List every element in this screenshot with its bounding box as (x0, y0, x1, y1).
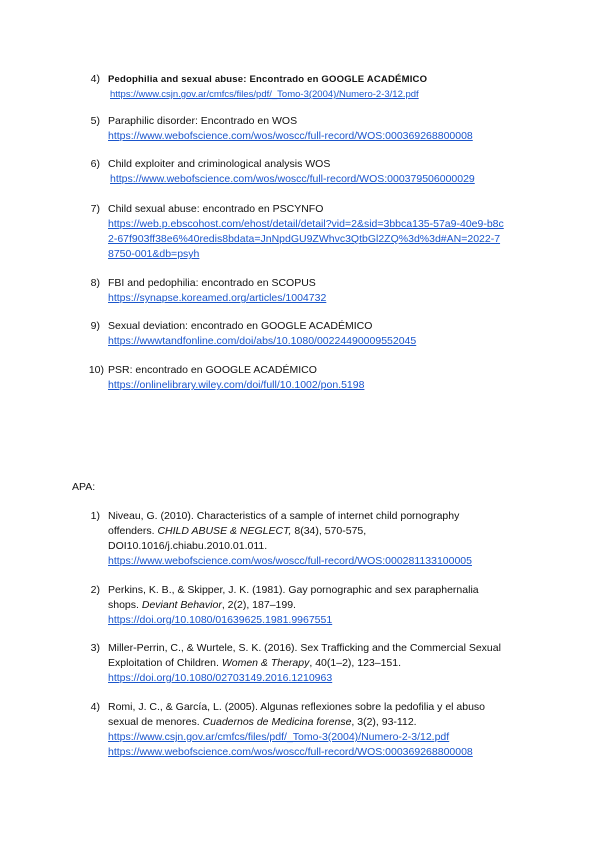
reference-text: sexual de menores. (108, 716, 203, 728)
reference-number: 1) (90, 510, 100, 522)
item-title: Sexual deviation: encontrado en GOOGLE ACADÉMICO (108, 320, 373, 332)
reference-citation-line (108, 656, 501, 671)
reference-link[interactable]: https://www.webofscience.com/wos/woscc/full-record/WOS:000369268800008 (108, 746, 473, 758)
item-url-link[interactable]: https://www.webofscience.com/wos/woscc/full-record/WOS:000379506000029 (110, 173, 475, 185)
item-number: 9) (90, 320, 100, 332)
item-url-link[interactable]: https://wwwtandfonline.com/doi/abs/10.1080/00224490009552045 (108, 335, 417, 347)
item-url-link[interactable]: https://synapse.koreamed.org/articles/1004732 (108, 292, 327, 304)
item-title: Child sexual abuse: encontrado en PSCYNFO (108, 203, 324, 215)
reference-link[interactable]: https://doi.org/10.1080/01639625.1981.9967551 (108, 614, 333, 626)
item-number: 10) (88, 364, 104, 376)
journal-title: Women & Therapy (221, 657, 310, 669)
reference-text: 8(34), 570-575, (291, 525, 367, 537)
reference-text: , 3(2), 93-112. (351, 716, 417, 728)
reference-link[interactable]: https://www.csjn.gov.ar/cmfcs/files/pdf/_Tomo-3(2004)/Numero-2-3/12.pdf (108, 731, 450, 743)
reference-text: Exploitation of Children. (108, 657, 222, 669)
item-url-link[interactable]: https://onlinelibrary.wiley.com/doi/full/10.1002/pon.5198 (108, 379, 365, 391)
reference-text: , 40(1–2), 123–151. (309, 657, 402, 669)
item-number: 8) (90, 277, 100, 289)
item-url-link[interactable]: https://web.p.ebscohost.com/ehost/detail/detail?vid=2&sid=3bbca135-57a9-40e9-b8c (108, 218, 504, 230)
reference-text: Perkins, K. B., & Skipper, J. K. (1981). Gay pornographic and sex paraphernalia (108, 584, 479, 596)
reference-text: Romi, J. C., & García, L. (2005). Algunas reflexiones sobre la pedofilia y el abuso (108, 701, 486, 713)
item-number: 5) (90, 115, 100, 127)
item-number: 7) (90, 203, 100, 215)
reference-citation-line (108, 598, 479, 613)
reference-number: 3) (90, 642, 100, 654)
item-number: 6) (90, 158, 100, 170)
item-url-link[interactable]: 8750-001&db=psyh (108, 248, 200, 260)
reference-text: Niveau, G. (2010). Characteristics of a sample of internet child pornography (108, 510, 460, 522)
item-title: FBI and pedophilia: encontrado en SCOPUS (108, 277, 316, 289)
reference-number: 2) (90, 584, 100, 596)
item-title: Pedophilia and sexual abuse: Encontrado en GOOGLE ACADÉMICO (108, 74, 428, 85)
item-url-link[interactable]: 2-67f903ff38e6%40redis8bdata=JnNpdGU9ZWhvc3QtbGl2ZQ%3d%3d#AN=2022-7 (108, 233, 501, 245)
reference-citation-line (108, 715, 485, 730)
item-title: PSR: encontrado en GOOGLE ACADÉMICO (108, 364, 317, 376)
item-url-link[interactable]: https://www.csjn.gov.ar/cmfcs/files/pdf/_Tomo-3(2004)/Numero-2-3/12.pdf (110, 89, 419, 100)
item-title: Child exploiter and criminological analysis WOS (108, 158, 331, 170)
journal-title: Deviant Behavior (141, 599, 222, 611)
reference-link[interactable]: https://www.webofscience.com/wos/woscc/full-record/WOS:000281133100005 (108, 555, 472, 567)
item-url-link[interactable]: https://www.webofscience.com/wos/woscc/full-record/WOS:000369268800008 (108, 130, 473, 142)
reference-link[interactable]: https://doi.org/10.1080/02703149.2016.1210963 (108, 672, 333, 684)
item-number: 4) (90, 73, 100, 85)
journal-title: CHILD ABUSE & NEGLECT, (157, 525, 292, 537)
reference-text: offenders. (108, 525, 158, 537)
reference-number: 4) (90, 701, 100, 713)
reference-text: Miller-Perrin, C., & Wurtele, S. K. (2016). Sex Trafficking and the Commercial Sexual (108, 642, 501, 654)
reference-doi-text: DOI10.1016/j.chiabu.2010.01.011. (108, 540, 268, 552)
item-title: Paraphilic disorder: Encontrado en WOS (108, 115, 298, 127)
reference-text: , 2(2), 187–199. (221, 599, 296, 611)
reference-text: shops. (108, 599, 142, 611)
journal-title: Cuadernos de Medicina forense (202, 716, 352, 728)
apa-heading: APA: (72, 481, 96, 493)
reference-citation-line (108, 524, 472, 539)
